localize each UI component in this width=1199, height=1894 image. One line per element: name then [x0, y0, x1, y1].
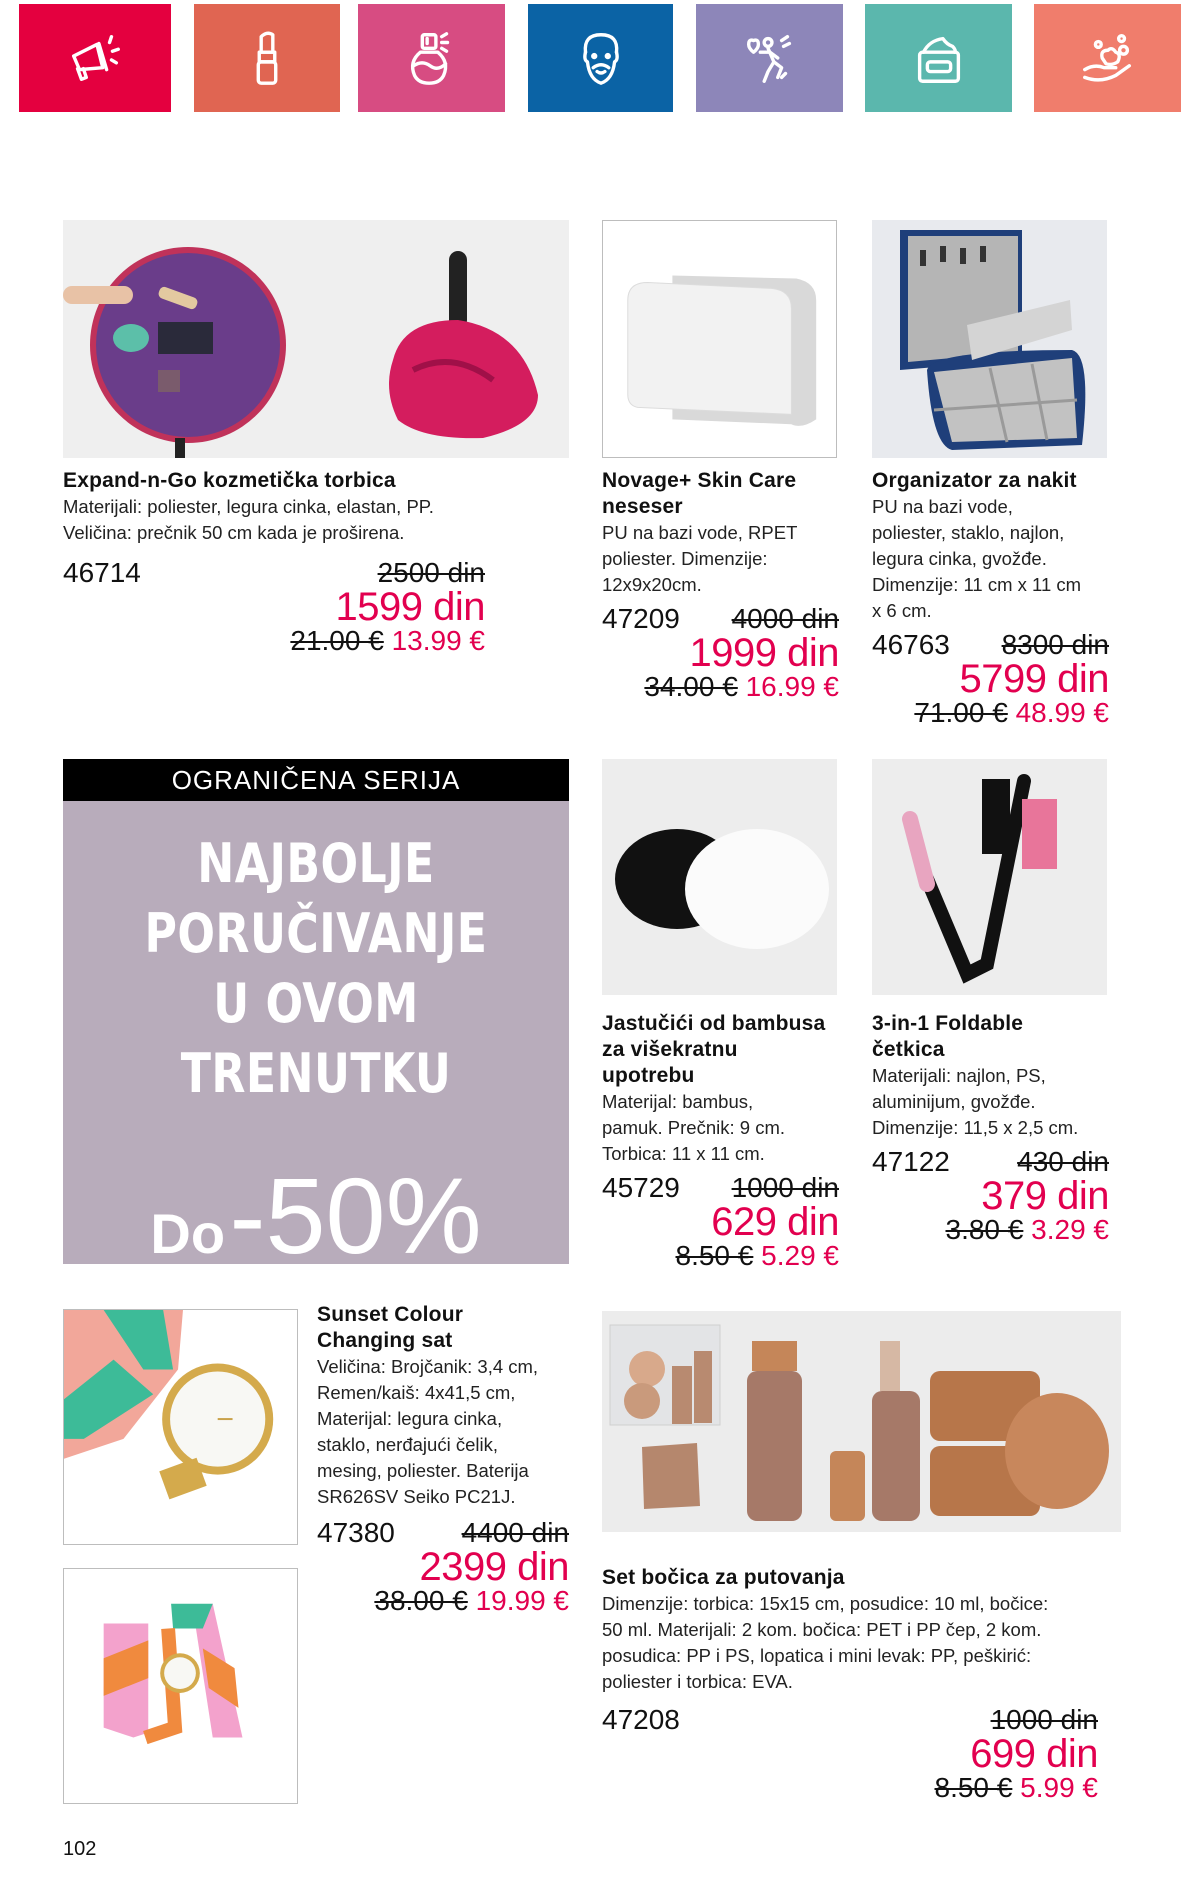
category-tile-fragrance[interactable] — [358, 4, 505, 112]
product-title: Jastučići od bambusa — [602, 1012, 826, 1035]
new-price-eur: 13.99 € — [391, 625, 485, 656]
product-image-watch-closeup — [63, 1309, 298, 1545]
product-image-foldable-brush — [872, 759, 1107, 995]
megaphone-icon — [64, 27, 126, 89]
discount-prefix: Do — [150, 1202, 226, 1265]
product-jewelry-organizer — [872, 468, 1109, 740]
old-price-eur: 34.00 € — [644, 671, 738, 702]
product-image-watch-full — [63, 1568, 298, 1804]
old-price-din: 4000 din — [731, 603, 839, 634]
product-desc-line: mesing, poliester. Baterija — [317, 1460, 529, 1481]
cream-jar-icon — [908, 27, 970, 89]
product-desc-line: staklo, nerđajući čelik, — [317, 1434, 498, 1455]
product-desc-line: PU na bazi vode, — [872, 496, 1013, 517]
product-image-travel-bottles — [602, 1311, 1121, 1532]
limited-edition-promo — [63, 759, 569, 1276]
product-code: 47209 — [602, 603, 680, 634]
product-image-jewelry-organizer — [872, 220, 1107, 458]
product-novage-neseser — [602, 468, 839, 714]
promo-banner: OGRANIČENA SERIJA — [63, 759, 569, 801]
product-title: Changing sat — [317, 1329, 453, 1352]
old-price-eur: 8.50 € — [934, 1772, 1013, 1803]
product-image-novage-neseser — [602, 220, 837, 458]
product-desc-line: Materijal: legura cinka, — [317, 1408, 503, 1429]
promo-headline-line: NAJBOLJE — [197, 832, 435, 895]
old-price-din: 4400 din — [461, 1517, 569, 1548]
product-title: Set bočica za putovanja — [602, 1566, 845, 1589]
product-desc-line: Dimenzije: torbica: 15x15 cm, posudice: 10 ml, bočice: — [602, 1593, 1049, 1614]
product-desc-line: x 6 cm. — [872, 600, 932, 621]
old-price-din: 2500 din — [377, 557, 485, 588]
old-price-eur: 3.80 € — [945, 1214, 1024, 1245]
new-price-eur: 3.29 € — [1031, 1214, 1109, 1245]
product-code: 47122 — [872, 1146, 950, 1177]
page-number: 102 — [63, 1838, 97, 1860]
new-price-eur: 48.99 € — [1015, 697, 1109, 728]
product-title: 3-in-1 Foldable — [872, 1012, 1024, 1035]
product-title: četkica — [872, 1038, 945, 1061]
old-price-din: 430 din — [1017, 1146, 1109, 1177]
promo-headline-line: U OVOM TRENUTKU — [180, 972, 452, 1105]
product-title: Expand-n-Go kozmetička torbica — [63, 469, 396, 492]
product-sunset-watch — [317, 1302, 569, 1628]
product-desc-line: 50 ml. Materijali: 2 kom. bočica: PET i PP čep, 2 kom. — [602, 1619, 1042, 1640]
old-price-eur: 71.00 € — [914, 697, 1008, 728]
product-expand-n-go — [63, 468, 569, 664]
product-desc-line: Remen/kaiš: 4x41,5 cm, — [317, 1382, 516, 1403]
perfume-icon — [401, 27, 463, 89]
product-title: Novage+ Skin Care — [602, 469, 797, 492]
product-desc-line: Torbica: 11 x 11 cm. — [602, 1143, 765, 1164]
product-desc-line: Dimenzije: 11 cm x 11 cm — [872, 574, 1082, 595]
category-tile-personal-care[interactable] — [1034, 4, 1181, 112]
category-tile-men[interactable] — [528, 4, 673, 112]
product-desc-line: poliester, staklo, najlon, — [872, 522, 1065, 543]
new-price-eur: 16.99 € — [745, 671, 839, 702]
product-bamboo-pads — [602, 1011, 839, 1283]
product-desc-line: poliester i torbica: EVA. — [602, 1671, 793, 1692]
new-price-eur: 5.99 € — [1020, 1772, 1098, 1803]
running-person-heart-icon — [739, 27, 801, 89]
product-desc-line: Materijali: poliester, legura cinka, elastan, PP. — [63, 496, 434, 517]
product-image-bamboo-pads — [602, 759, 837, 995]
promo-headline-line: PORUČIVANJE — [144, 902, 488, 965]
product-title: Sunset Colour — [317, 1303, 464, 1326]
product-title: upotrebu — [602, 1064, 695, 1087]
product-code: 47208 — [602, 1704, 680, 1735]
old-price-eur: 21.00 € — [290, 625, 384, 656]
promo-discount — [63, 1153, 569, 1278]
category-tile-skincare[interactable] — [865, 4, 1012, 112]
product-title: za višekratnu — [602, 1038, 738, 1061]
bearded-man-icon — [570, 27, 632, 89]
category-tile-promotions[interactable] — [19, 4, 171, 112]
product-desc-line: SR626SV Seiko PC21J. — [317, 1486, 516, 1507]
category-tile-makeup[interactable] — [194, 4, 340, 112]
new-price-din: 629 din — [711, 1200, 839, 1244]
product-code: 45729 — [602, 1172, 680, 1203]
product-desc-line: Materijali: najlon, PS, — [872, 1065, 1046, 1086]
product-code: 46714 — [63, 557, 141, 588]
product-desc-line: Dimenzije: 11,5 x 2,5 cm. — [872, 1117, 1079, 1138]
product-desc-line: Veličina: Brojčanik: 3,4 cm, — [317, 1356, 539, 1377]
old-price-din: 8300 din — [1001, 629, 1109, 660]
product-desc-line: Materijal: bambus, — [602, 1091, 754, 1112]
new-price-din: 1599 din — [335, 585, 485, 629]
product-desc-line: poliester. Dimenzije: — [602, 548, 768, 569]
lipstick-icon — [236, 27, 298, 89]
new-price-din: 5799 din — [959, 657, 1109, 701]
product-desc-line: PU na bazi vode, RPET — [602, 522, 798, 543]
product-desc-line: pamuk. Prečnik: 9 cm. — [602, 1117, 786, 1138]
category-tile-wellness[interactable] — [696, 4, 843, 112]
product-desc-line: posudica: PP i PS, lopatica i mini levak: PP, peškirić: — [602, 1645, 1032, 1666]
discount-value: -50% — [229, 1155, 482, 1276]
new-price-din: 2399 din — [419, 1545, 569, 1589]
hand-soap-bubbles-icon — [1077, 27, 1139, 89]
old-price-din: 1000 din — [990, 1704, 1098, 1735]
product-code: 47380 — [317, 1517, 395, 1548]
product-desc-line: aluminijum, gvožđe. — [872, 1091, 1036, 1112]
product-title: neseser — [602, 495, 683, 518]
old-price-din: 1000 din — [731, 1172, 839, 1203]
new-price-din: 379 din — [981, 1174, 1109, 1218]
new-price-eur: 19.99 € — [475, 1585, 569, 1616]
product-code: 46763 — [872, 629, 950, 660]
new-price-din: 1999 din — [689, 631, 839, 675]
product-image-expand-n-go — [63, 220, 569, 458]
product-foldable-brush — [872, 1011, 1109, 1257]
product-travel-bottles — [602, 1565, 1122, 1815]
product-title: Organizator za nakit — [872, 469, 1077, 492]
old-price-eur: 8.50 € — [675, 1240, 754, 1271]
new-price-din: 699 din — [970, 1732, 1098, 1776]
new-price-eur: 5.29 € — [761, 1240, 839, 1271]
product-desc-line: 12x9x20cm. — [602, 574, 702, 595]
product-desc-line: legura cinka, gvožđe. — [872, 548, 1047, 569]
product-desc-line: Veličina: prečnik 50 cm kada je proširena. — [63, 522, 405, 543]
old-price-eur: 38.00 € — [374, 1585, 468, 1616]
